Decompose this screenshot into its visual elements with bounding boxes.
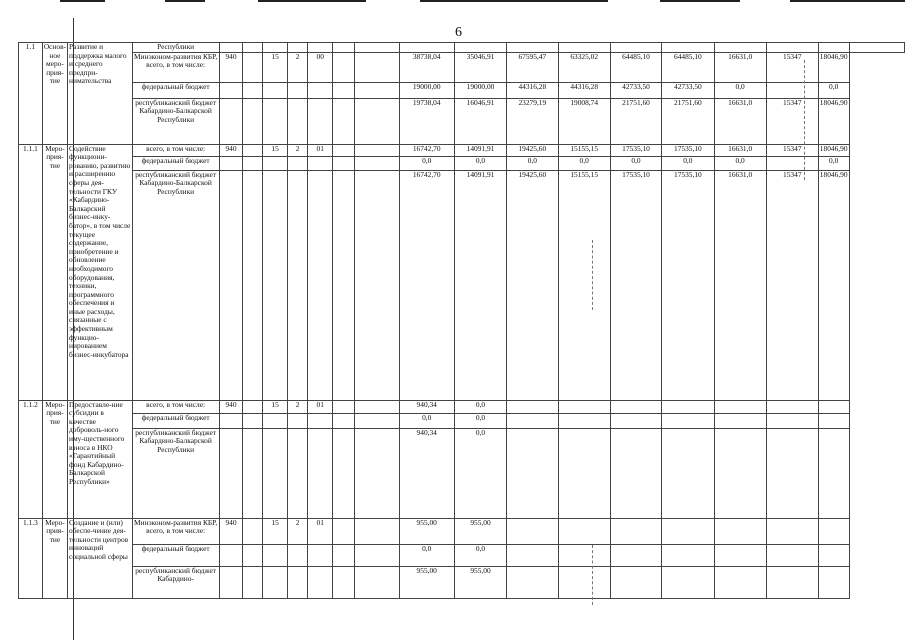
empty-cell [333,400,354,413]
row-title: Развитие и поддержка малого и среднего предпри-нимательства [68,43,133,145]
grbs-code [219,82,243,98]
amount-cell: 14091,91 [454,170,506,400]
amount-cell: 18046,90 [818,98,849,144]
grbs-code [219,566,243,598]
amount-cell [507,428,558,518]
scan-edge-line [165,0,205,2]
empty-cell [354,170,399,400]
funding-source-label: Минэконом-развития КБР, всего, в том числе: [132,52,219,82]
empty-cell [354,82,399,98]
rz-code: 15 [262,400,288,413]
empty-cell [354,144,399,156]
amount-cell: 0,0 [454,156,506,170]
empty-cell [354,413,399,428]
amount-cell: 38738,04 [399,52,454,82]
amount-cell: 19000,00 [399,82,454,98]
scan-edge-line [660,0,740,2]
amount-cell: 19425,60 [507,170,558,400]
table-row [19,98,905,144]
table-row [19,156,905,170]
amount-cell [610,428,661,518]
amount-cell: 0,0 [399,413,454,428]
funding-source-label: республиканский бюджет Кабардино-Балкарской Республики [132,170,219,400]
rz-code [262,566,288,598]
amount-cell [714,566,766,598]
amount-cell: 18046,90 [818,144,849,156]
amount-cell [507,566,558,598]
amount-cell: 16631,0 [714,144,766,156]
empty-cell [662,43,714,53]
rz-code: 15 [262,518,288,544]
empty-cell [243,400,262,413]
amount-cell [766,82,818,98]
amount-cell: 63325,02 [558,52,610,82]
cs-code [307,156,333,170]
amount-cell: 16631,0 [714,98,766,144]
rz-code: 15 [262,144,288,156]
amount-cell [714,518,766,544]
amount-cell: 0,0 [714,156,766,170]
empty-cell [507,43,558,53]
empty-cell [243,544,262,566]
amount-cell [818,413,849,428]
amount-cell: 16742,70 [399,144,454,156]
pr-code [288,170,308,400]
amount-cell: 16742,70 [399,170,454,400]
pr-code [288,413,308,428]
budget-table [18,42,905,599]
empty-cell [333,544,354,566]
scan-dash-mark [592,545,593,605]
empty-cell [354,400,399,413]
grbs-code [219,413,243,428]
row-title: Предоставле-ние субсидии в качестве доброволь-ного иму-щественного взноса в НКО «Гарантийный фонд Кабардино-Балкарской Республики» [68,400,133,518]
amount-cell [662,566,714,598]
amount-cell: 35046,91 [454,52,506,82]
amount-cell: 19000,00 [454,82,506,98]
scan-edge-line [258,0,366,2]
empty-cell [333,82,354,98]
amount-cell: 64485,10 [610,52,661,82]
pr-code [288,98,308,144]
amount-cell [766,400,818,413]
empty-cell [333,566,354,598]
amount-cell: 19738,04 [399,98,454,144]
rz-code [262,428,288,518]
amount-cell [818,400,849,413]
amount-cell [662,400,714,413]
pr-code: 2 [288,52,308,82]
amount-cell [766,518,818,544]
row-kind: Меро-прия-тие [42,518,67,598]
amount-cell: 940,34 [399,428,454,518]
amount-cell: 19008,74 [558,98,610,144]
funding-source-label: Республики [132,43,219,53]
pr-code [288,82,308,98]
amount-cell [610,518,661,544]
empty-cell [243,566,262,598]
empty-cell [354,52,399,82]
amount-cell: 0,0 [714,82,766,98]
amount-cell: 940,34 [399,400,454,413]
amount-cell: 67595,47 [507,52,558,82]
amount-cell: 0,0 [610,156,661,170]
empty-cell [243,144,262,156]
amount-cell [558,518,610,544]
funding-source-label: всего, в том числе: [132,400,219,413]
pr-code: 2 [288,400,308,413]
amount-cell: 955,00 [399,518,454,544]
cs-code [307,428,333,518]
amount-cell [610,400,661,413]
grbs-code [219,156,243,170]
empty-cell [818,43,849,53]
cs-code: 01 [307,400,333,413]
funding-source-label: федеральный бюджет [132,544,219,566]
amount-cell [818,428,849,518]
scan-dash-mark [804,60,805,180]
empty-cell [243,156,262,170]
amount-cell [766,156,818,170]
rz-code [262,170,288,400]
amount-cell: 18046,90 [818,52,849,82]
empty-cell [333,413,354,428]
row-number: 1.1 [19,43,43,145]
grbs-code: 940 [219,400,243,413]
table-row [19,43,905,53]
amount-cell: 15347 [766,52,818,82]
table-row [19,413,905,428]
empty-cell [399,43,454,53]
cs-code [307,170,333,400]
amount-cell [662,518,714,544]
amount-cell: 18046,90 [818,170,849,400]
amount-cell [558,544,610,566]
table-row [19,428,905,518]
empty-cell [333,52,354,82]
empty-cell [333,98,354,144]
amount-cell [714,413,766,428]
scan-edge-line [60,0,105,2]
row-title: Содействие функциони-рованию, развитию и расширению сферы дея-тельности ГКУ «Кабардино-Балкарский бизнес-инку-батор», в том числе текущее содержание, приобретение и обновление необходимого оборудования, техники, программного обеспечения и иные расходы, связанные с эффективным функцио-нированием бизнес-инкубатора [68,144,133,400]
amount-cell: 15347 [766,144,818,156]
empty-cell [354,98,399,144]
amount-cell [766,544,818,566]
empty-cell [333,156,354,170]
empty-cell [333,144,354,156]
amount-cell: 0,0 [662,156,714,170]
amount-cell [558,566,610,598]
amount-cell: 0,0 [558,156,610,170]
pr-code [288,156,308,170]
amount-cell: 0,0 [399,544,454,566]
pr-code [288,428,308,518]
empty-cell [610,43,661,53]
cs-code [307,566,333,598]
amount-cell [818,544,849,566]
row-number: 1.1.3 [19,518,43,598]
empty-cell [354,566,399,598]
scan-dash-mark [592,240,593,310]
empty-cell [243,170,262,400]
amount-cell [507,518,558,544]
cs-code: 01 [307,144,333,156]
amount-cell [662,413,714,428]
rz-code [262,156,288,170]
row-kind: Основ-ное меро-прия-тие [42,43,67,145]
amount-cell: 16046,91 [454,98,506,144]
amount-cell: 15155,15 [558,144,610,156]
amount-cell: 15347 [766,98,818,144]
amount-cell [714,428,766,518]
amount-cell [766,428,818,518]
rz-code [262,413,288,428]
row-kind: Меро-прия-тие [42,144,67,400]
pr-code: 2 [288,144,308,156]
grbs-code: 940 [219,518,243,544]
amount-cell: 23279,19 [507,98,558,144]
amount-cell [558,428,610,518]
amount-cell [558,413,610,428]
table-row [19,144,905,156]
empty-cell [354,43,399,53]
empty-cell [243,43,262,53]
empty-cell [243,98,262,144]
amount-cell: 0,0 [454,544,506,566]
row-kind: Меро-прия-тие [42,400,67,518]
table-row [19,566,905,598]
funding-source-label: всего, в том числе: [132,144,219,156]
amount-cell: 21751,60 [610,98,661,144]
empty-cell [333,43,354,53]
amount-cell [558,400,610,413]
table-row [19,170,905,400]
table-row [19,544,905,566]
grbs-code [219,98,243,144]
empty-cell [558,43,610,53]
funding-source-label: республиканский бюджет Кабардино- [132,566,219,598]
grbs-code: 940 [219,52,243,82]
amount-cell: 44316,28 [558,82,610,98]
amount-cell [714,544,766,566]
table-row [19,82,905,98]
cs-code [307,82,333,98]
empty-cell [243,428,262,518]
cs-code [307,544,333,566]
empty-cell [354,156,399,170]
amount-cell: 16631,0 [714,52,766,82]
scan-edge-line [420,0,608,2]
cs-code [307,98,333,144]
grbs-code: 940 [219,144,243,156]
empty-cell [219,43,243,53]
table-row [19,52,905,82]
amount-cell: 17535,10 [662,170,714,400]
empty-cell [354,544,399,566]
amount-cell: 21751,60 [662,98,714,144]
empty-cell [288,43,308,53]
funding-source-label: федеральный бюджет [132,82,219,98]
funding-source-label: федеральный бюджет [132,413,219,428]
empty-cell [262,43,288,53]
amount-cell [818,566,849,598]
pr-code [288,544,308,566]
empty-cell [849,43,904,53]
empty-cell [766,43,818,53]
empty-cell [307,43,333,53]
amount-cell: 0,0 [818,156,849,170]
empty-cell [243,413,262,428]
empty-cell [354,428,399,518]
amount-cell [610,566,661,598]
amount-cell: 19425,60 [507,144,558,156]
scan-edge-line [790,0,905,2]
empty-cell [243,518,262,544]
amount-cell: 17535,10 [610,170,661,400]
amount-cell: 44316,28 [507,82,558,98]
rz-code [262,98,288,144]
amount-cell: 17535,10 [610,144,661,156]
amount-cell: 955,00 [399,566,454,598]
amount-cell: 0,0 [454,400,506,413]
cs-code [307,413,333,428]
amount-cell [662,428,714,518]
funding-source-label: республиканский бюджет Кабардино-Балкарской Республики [132,98,219,144]
table-row [19,518,905,544]
amount-cell [507,400,558,413]
amount-cell: 0,0 [507,156,558,170]
amount-cell: 955,00 [454,518,506,544]
amount-cell [507,413,558,428]
amount-cell: 17535,10 [662,144,714,156]
amount-cell: 42733,50 [662,82,714,98]
empty-cell [243,82,262,98]
amount-cell: 16631,0 [714,170,766,400]
amount-cell: 0,0 [454,413,506,428]
funding-source-label: республиканский бюджет Кабардино-Балкарской Республики [132,428,219,518]
amount-cell [766,566,818,598]
page-number: 6 [455,25,462,40]
table-row [19,400,905,413]
amount-cell [818,518,849,544]
empty-cell [354,518,399,544]
row-number: 1.1.2 [19,400,43,518]
amount-cell: 0,0 [454,428,506,518]
row-number: 1.1.1 [19,144,43,400]
amount-cell: 15347 [766,170,818,400]
amount-cell: 15155,15 [558,170,610,400]
cs-code: 00 [307,52,333,82]
empty-cell [714,43,766,53]
grbs-code [219,170,243,400]
empty-cell [333,428,354,518]
empty-cell [333,518,354,544]
empty-cell [243,52,262,82]
amount-cell: 0,0 [399,156,454,170]
rz-code [262,544,288,566]
pr-code: 2 [288,518,308,544]
grbs-code [219,544,243,566]
amount-cell: 955,00 [454,566,506,598]
row-title: Создание и (или) обеспе-чение дея-тельности центров инноваций социальной сферы [68,518,133,598]
empty-cell [333,170,354,400]
cs-code: 01 [307,518,333,544]
amount-cell: 0,0 [818,82,849,98]
amount-cell [610,413,661,428]
amount-cell [507,544,558,566]
grbs-code [219,428,243,518]
amount-cell: 42733,50 [610,82,661,98]
rz-code: 15 [262,52,288,82]
amount-cell: 64485,10 [662,52,714,82]
amount-cell [662,544,714,566]
funding-source-label: Минэконом-развития КБР, всего, в том числе: [132,518,219,544]
pr-code [288,566,308,598]
amount-cell: 14091,91 [454,144,506,156]
rz-code [262,82,288,98]
amount-cell [610,544,661,566]
amount-cell [766,413,818,428]
amount-cell [714,400,766,413]
funding-source-label: федеральный бюджет [132,156,219,170]
empty-cell [454,43,506,53]
